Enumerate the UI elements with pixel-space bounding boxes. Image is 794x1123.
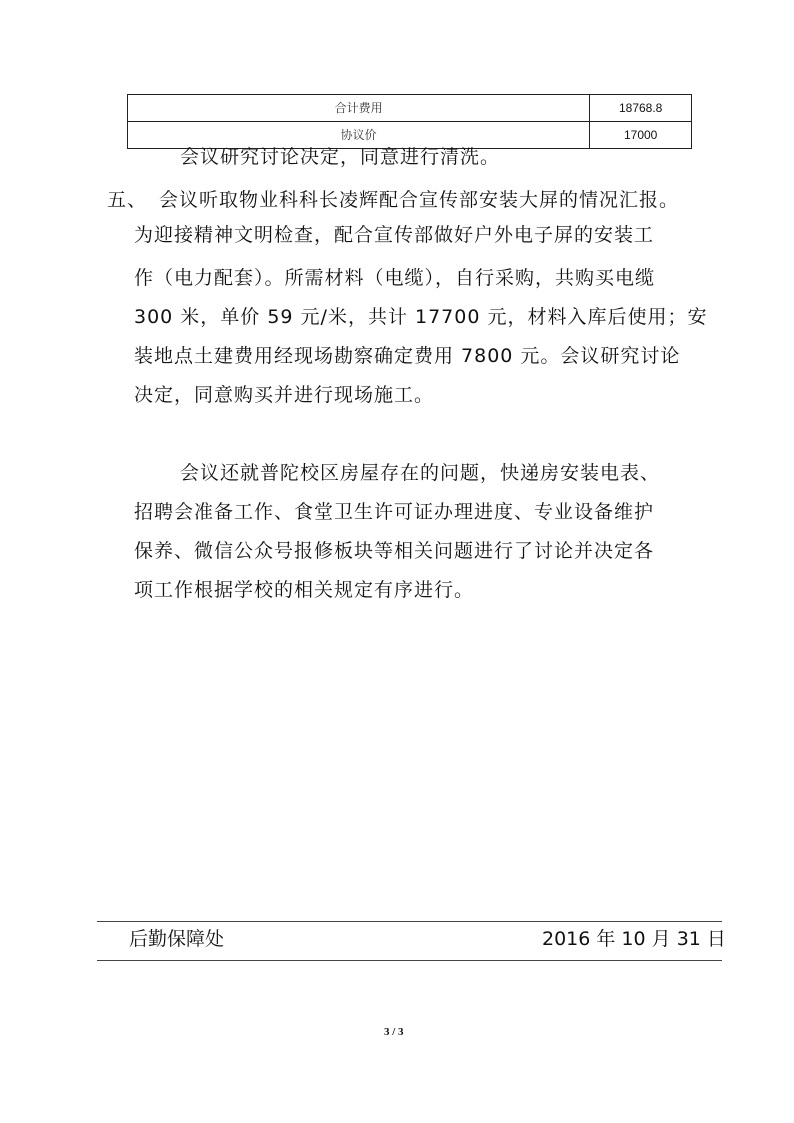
item-body-line: 300 米，单价 59 元/米，共计 17700 元，材料入库后使用；安 (134, 306, 708, 328)
item-body-line: 为迎接精神文明检查，配合宣传部做好户外电子屏的安装工 (134, 224, 655, 246)
table-row (128, 95, 692, 122)
item-body-line: 装地点土建费用经现场勘察确定费用 7800 元。会议研究讨论 (134, 345, 681, 367)
page-number: 3 / 3 (384, 1026, 404, 1038)
decision-paragraph: 会议研究讨论决定，同意进行清洗。 (180, 146, 501, 168)
summary-line: 项工作根据学校的相关规定有序进行。 (134, 579, 475, 601)
item-heading: 会议听取物业科科长凌辉配合宣传部安装大屏的情况汇报。 (159, 189, 680, 211)
footer-department: 后勤保障处 (129, 928, 225, 950)
total-cost-label: 合计费用 (128, 95, 590, 122)
summary-line: 保养、微信公众号报修板块等相关问题进行了讨论并决定各 (134, 540, 655, 562)
agreed-price-label: 协议价 (128, 122, 590, 149)
summary-line: 招聘会准备工作、食堂卫生许可证办理进度、专业设备维护 (134, 501, 655, 523)
item-body-line: 作（电力配套）。所需材料（电缆），自行采购，共购买电缆 (134, 267, 656, 289)
item-body-line: 决定，同意购买并进行现场施工。 (134, 384, 435, 406)
footer-date: 2016 年 10 月 31 日 (542, 928, 726, 950)
item-number: 五、 (107, 189, 148, 211)
agreed-price-value: 17000 (590, 122, 692, 149)
footer-rule-top (97, 921, 722, 922)
footer-rule-bottom (97, 960, 722, 961)
total-cost-value: 18768.8 (590, 95, 692, 122)
summary-line: 会议还就普陀校区房屋存在的问题，快递房安装电表、 (180, 462, 661, 484)
